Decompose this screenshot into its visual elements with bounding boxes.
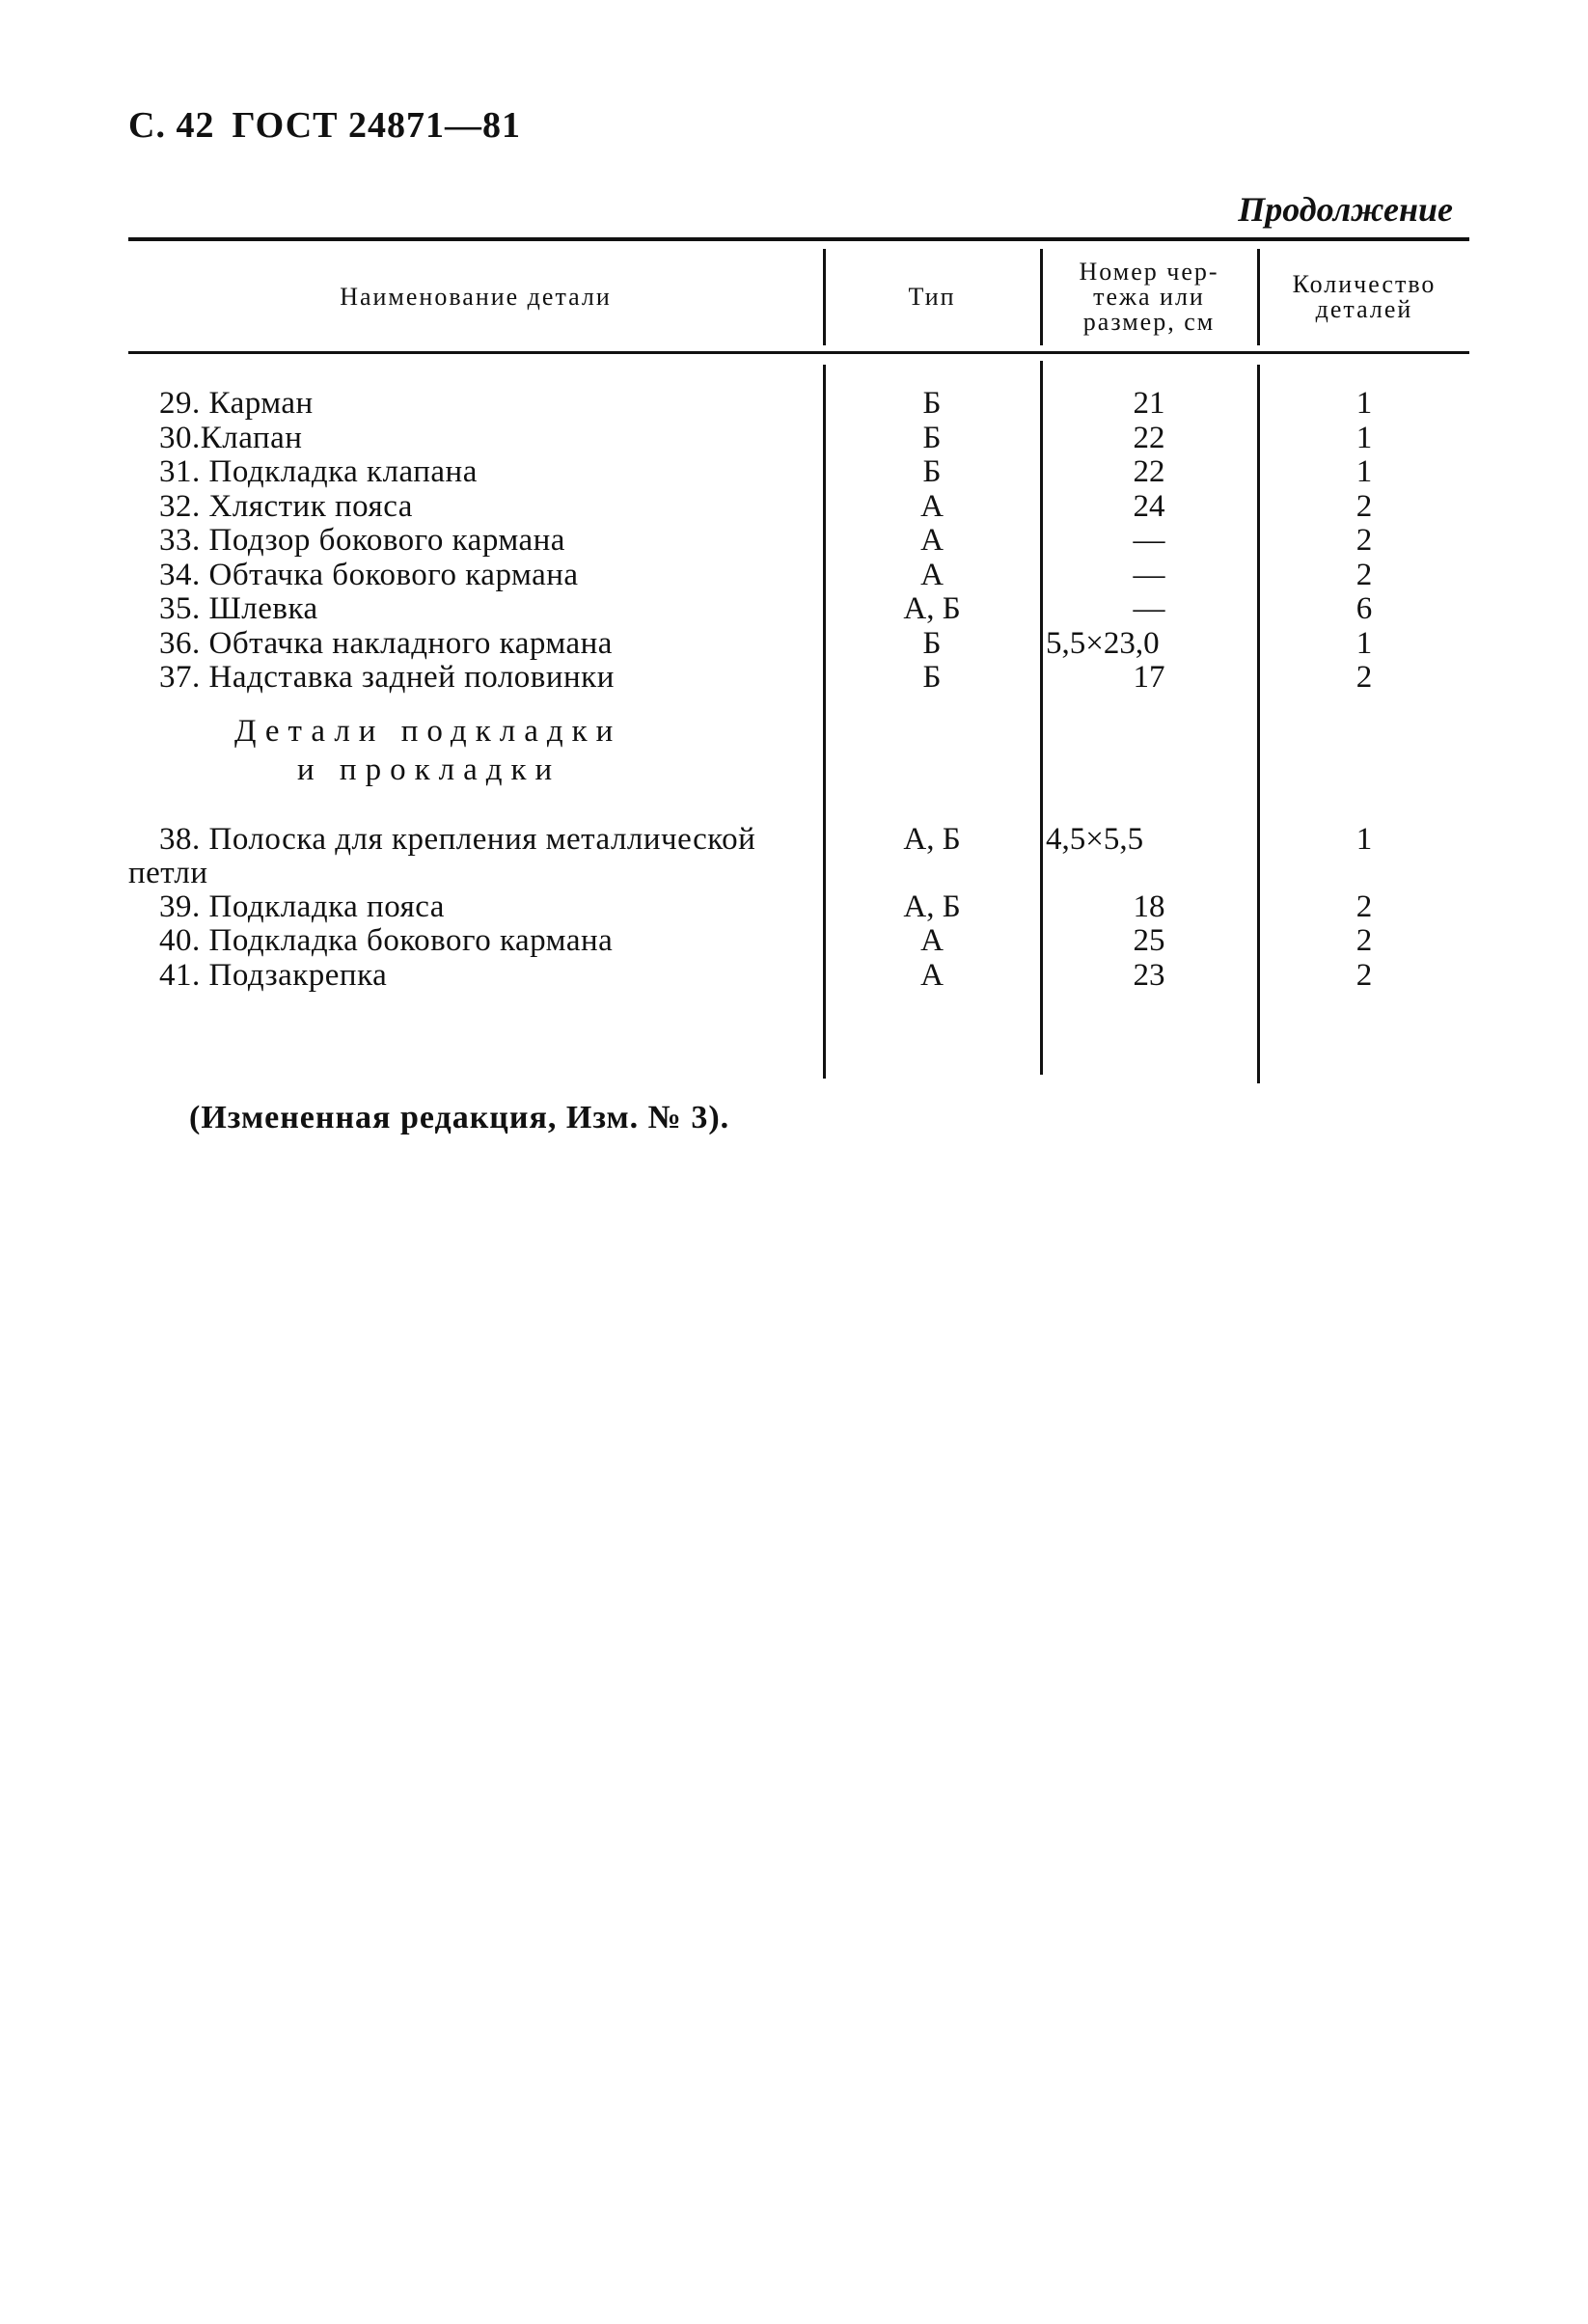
page-number: С. 42 — [128, 105, 215, 146]
part-quantity: 1 — [1355, 625, 1373, 661]
part-drawing: 25 — [1133, 923, 1165, 958]
part-type: Б — [922, 386, 942, 421]
part-type: Б — [922, 454, 942, 489]
column-header-drawing: Номер чер- тежа или размер, см — [1079, 258, 1219, 336]
part-quantity: 2 — [1355, 889, 1373, 924]
table-row — [128, 592, 1469, 627]
table-row — [128, 627, 1469, 662]
part-quantity: 2 — [1355, 957, 1373, 993]
part-name: 37. Надставка задней половинки — [159, 660, 615, 695]
part-drawing: 18 — [1133, 889, 1165, 924]
part-quantity: 2 — [1355, 923, 1373, 958]
part-name: 36. Обтачка накладного кармана — [159, 625, 613, 661]
column-header-quantity: Количество деталей — [1292, 270, 1437, 323]
part-type: А — [920, 488, 944, 524]
part-type: Б — [922, 420, 942, 455]
part-name: 39. Подкладка пояса — [159, 889, 445, 924]
part-drawing: 5,5×23,0 — [1046, 625, 1160, 661]
part-type: А — [920, 557, 944, 592]
column-header-name: Наименование детали — [340, 283, 612, 311]
part-name: 29. Карман — [159, 386, 314, 421]
table-row — [128, 924, 1469, 959]
table-row — [128, 559, 1469, 593]
part-drawing: — — [1133, 557, 1165, 592]
part-type: А — [920, 523, 944, 558]
part-type: А, Б — [903, 821, 961, 857]
part-drawing: 23 — [1133, 957, 1165, 993]
part-name: 32. Хлястик пояса — [159, 488, 413, 524]
part-drawing: — — [1133, 591, 1165, 626]
table-row — [128, 823, 1469, 890]
parts-table — [128, 237, 1469, 1081]
part-drawing: 17 — [1133, 660, 1165, 695]
part-quantity: 6 — [1355, 591, 1373, 626]
part-quantity: 1 — [1355, 420, 1373, 455]
table-row — [128, 661, 1469, 696]
part-quantity: 1 — [1355, 454, 1373, 489]
table-header-rule — [128, 351, 1469, 354]
part-quantity: 2 — [1355, 488, 1373, 524]
part-type: А — [920, 957, 944, 993]
rows-group-b — [128, 823, 1469, 994]
part-drawing: — — [1133, 523, 1165, 558]
section-heading-line2: и прокладки — [297, 752, 561, 787]
table-top-rule — [128, 237, 1469, 241]
section-heading-line1: Детали подкладки — [234, 713, 622, 749]
part-name: 31. Подкладка клапана — [159, 454, 478, 489]
part-drawing: 4,5×5,5 — [1046, 821, 1144, 857]
part-type: Б — [922, 660, 942, 695]
part-quantity: 1 — [1355, 821, 1373, 857]
part-name: 38. Полоска для крепления металлической петли — [128, 821, 756, 890]
part-type: Б — [922, 625, 942, 661]
table-body — [128, 387, 1469, 993]
part-name: 33. Подзор бокового кармана — [159, 523, 565, 558]
standard-number: ГОСТ 24871—81 — [232, 105, 521, 146]
part-type: А, Б — [903, 889, 961, 924]
table-row — [128, 387, 1469, 422]
part-name: 41. Подзакрепка — [159, 957, 388, 993]
section-heading — [128, 713, 1469, 798]
part-name: 34. Обтачка бокового кармана — [159, 557, 579, 592]
part-drawing: 24 — [1133, 488, 1165, 524]
part-drawing: 22 — [1133, 420, 1165, 455]
part-name: 40. Подкладка бокового кармана — [159, 923, 614, 958]
table-row — [128, 524, 1469, 559]
part-quantity: 2 — [1355, 660, 1373, 695]
column-header-type: Тип — [908, 283, 956, 311]
table-row — [128, 890, 1469, 925]
table-row — [128, 959, 1469, 994]
part-drawing: 21 — [1133, 386, 1165, 421]
part-name: 30.Клапан — [159, 420, 303, 455]
rows-group-a — [128, 387, 1469, 696]
page-header — [128, 104, 538, 147]
continuation-label: Продолжение — [1238, 190, 1453, 229]
part-drawing: 22 — [1133, 454, 1165, 489]
revision-note: (Измененная редакция, Изм. № 3). — [189, 1100, 730, 1135]
table-row — [128, 490, 1469, 525]
part-quantity: 1 — [1355, 386, 1373, 421]
part-type: А, Б — [903, 591, 961, 626]
part-type: А — [920, 923, 944, 958]
table-row — [128, 422, 1469, 456]
part-quantity: 2 — [1355, 523, 1373, 558]
table-row — [128, 455, 1469, 490]
part-name: 35. Шлевка — [159, 591, 318, 626]
part-quantity: 2 — [1355, 557, 1373, 592]
